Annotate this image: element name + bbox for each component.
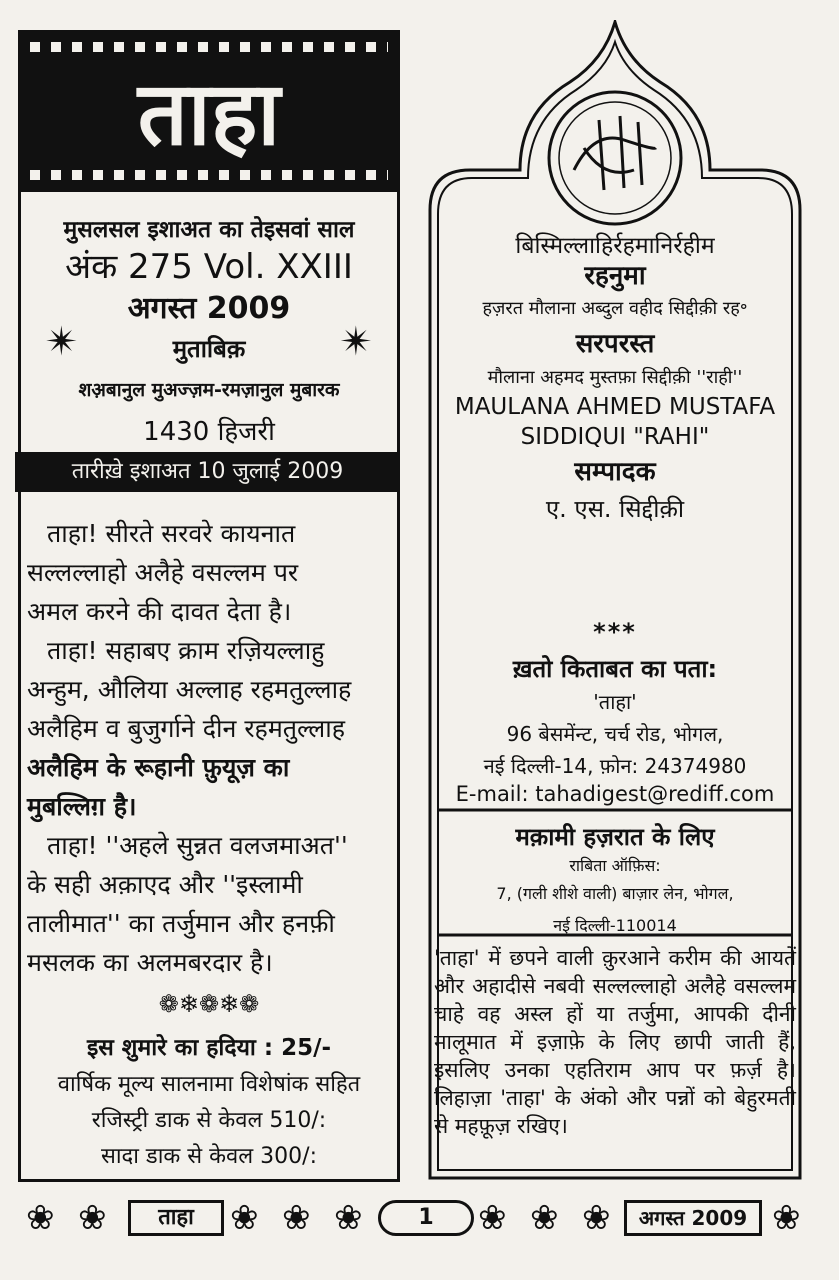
office-line-2: नई दिल्ली-110014 xyxy=(553,916,677,935)
address-line-1: 96 बेसमेंन्ट, चर्च रोड, भोगल, xyxy=(506,722,724,746)
star-icon-left: ✴ xyxy=(45,319,79,365)
flower-icon: ❀ xyxy=(334,1198,363,1238)
flower-icon: ❀ xyxy=(772,1198,801,1238)
flower-icon: ❀ xyxy=(78,1198,107,1238)
address-name: 'ताहा' xyxy=(593,690,637,714)
bismillah: बिस्मिल्लाहिर्रहमानिर्रहीम xyxy=(515,233,715,259)
text-line: मसलक का अलमबरदार है। xyxy=(27,948,273,977)
address-line-2: नई दिल्ली-14, फ़ोन: 24374980 xyxy=(483,754,747,778)
page-number: 1 xyxy=(378,1200,474,1236)
text-line: अमल करने की दावत देता है। xyxy=(27,597,292,626)
calligraphy-seal-icon xyxy=(549,92,681,224)
page-footer xyxy=(20,1192,820,1244)
text-line: अन्हुम, औलिया अल्लाह रहमतुल्लाह xyxy=(27,675,352,704)
month-line: अगस्त 2009 xyxy=(127,291,291,326)
flower-icon: ❀ xyxy=(230,1198,259,1238)
editor-name: ए. एस. सिद्दीक़ी xyxy=(545,495,685,523)
local-heading: मक़ामी हज़रात के लिए xyxy=(515,823,715,851)
text-line: सल्लल्लाहो अलैहे वसल्लम पर xyxy=(27,558,299,587)
masthead-filmstrip xyxy=(18,30,400,192)
editor-label: सम्पादक xyxy=(574,457,656,487)
mission-para-1 xyxy=(27,514,391,631)
film-holes-bottom xyxy=(30,170,388,180)
film-holes-top xyxy=(30,42,388,52)
text-line: मुबल्लिग़ है। xyxy=(27,792,137,821)
footer-date: अगस्त 2009 xyxy=(624,1200,762,1236)
star-icon-right: ✴ xyxy=(339,319,373,365)
year-line: मुसलसल इशाअत का तेइसवां साल xyxy=(63,217,355,243)
text-line: ताहा! सीरते सरवरे कायनात xyxy=(47,519,296,548)
sarparast-name: मौलाना अहमद मुस्तफ़ा सिद्दीक़ी ''राही'' xyxy=(487,367,743,388)
flower-icon: ❀ xyxy=(530,1198,559,1238)
mission-para-2 xyxy=(27,631,391,826)
email: E-mail: tahadigest@rediff.com xyxy=(455,782,775,806)
footer-name: ताहा xyxy=(128,1200,224,1236)
text-line: ताहा! सहाबए क्राम रज़ियल्लाहु xyxy=(47,636,325,665)
text-line: अलैहिम व बुजुर्गाने दीन रहमतुल्लाह xyxy=(27,714,345,743)
flower-icon: ❀ xyxy=(478,1198,507,1238)
flower-icon: ❀ xyxy=(282,1198,311,1238)
publish-date-bar: तारीख़े इशाअत 10 जुलाई 2009 xyxy=(15,452,400,492)
sarparast-name-en1: MAULANA AHMED MUSTAFA xyxy=(454,394,776,420)
hijri-months: शअ़बानुल मुअज्ज़म-रमज़ानुल मुबारक xyxy=(78,379,340,401)
hijri-year: 1430 हिजरी xyxy=(143,417,275,447)
sarparast-name-en2: SIDDIQUI "RAHI" xyxy=(520,424,710,450)
stars-divider: *** xyxy=(593,618,637,646)
issue-line: अंक 275 Vol. XXIII xyxy=(65,247,353,287)
left-column xyxy=(18,190,400,1182)
rahnuma-name: हज़रत मौलाना अब्दुल वहीद सिद्दीक़ी रह॰ xyxy=(482,298,748,319)
ornament-divider: ❁❄❁❄❁ xyxy=(158,990,260,1018)
sarparast-label: सरपरस्त xyxy=(575,329,655,359)
office-label: राबिता ऑफ़िस: xyxy=(569,856,661,875)
address-label: ख़तो किताबत का पता: xyxy=(512,655,718,683)
mutabiq-label: मुताबिक़ xyxy=(172,335,246,363)
right-column xyxy=(424,20,806,1182)
text-line: अलैहिम के रूहानी फ़ुयूज़ का xyxy=(27,753,290,782)
text-line: तालीमात'' का तर्जुमान और हनफ़ी xyxy=(27,909,335,938)
flower-icon: ❀ xyxy=(26,1198,55,1238)
masthead-title: ताहा xyxy=(137,62,281,165)
annual-price-line: वार्षिक मूल्य सालनामा विशेषांक सहित xyxy=(57,1072,361,1097)
mission-para-3 xyxy=(27,826,391,982)
rahnuma-label: रहनुमा xyxy=(584,261,646,291)
flower-icon: ❀ xyxy=(582,1198,611,1238)
notice-text: 'ताहा' में छपने वाली क़ुरआने करीम की आयतें और अहादीसे नबवी सल्लल्लाहो अलैहे वसल्लम चाहे वह अस्ल हों या तर्जुमा, आपकी दीनी मालूमात में इज़ाफ़े के लिए छापी जाती हैं, इसलिए उनका एहतिराम आप पर फ़र्ज़ है। लिहाज़ा 'ताहा' के अंको और पन्नों को बेहुरमती से महफ़ूज़ रखिए। xyxy=(434,946,796,1138)
price-line: इस शुमारे का हदिया : 25/- xyxy=(86,1035,332,1061)
text-line: के सही अक़ाएद और ''इस्लामी xyxy=(27,870,303,899)
office-line-1: 7, (गली शीशे वाली) बाज़ार लेन, भोगल, xyxy=(496,884,734,903)
ordinary-post-line: सादा डाक से केवल 300/: xyxy=(100,1144,318,1169)
registered-post-line: रजिस्ट्री डाक से केवल 510/: xyxy=(91,1108,327,1133)
text-line: ताहा! ''अहले सुन्नत वलजमाअत'' xyxy=(47,831,348,860)
